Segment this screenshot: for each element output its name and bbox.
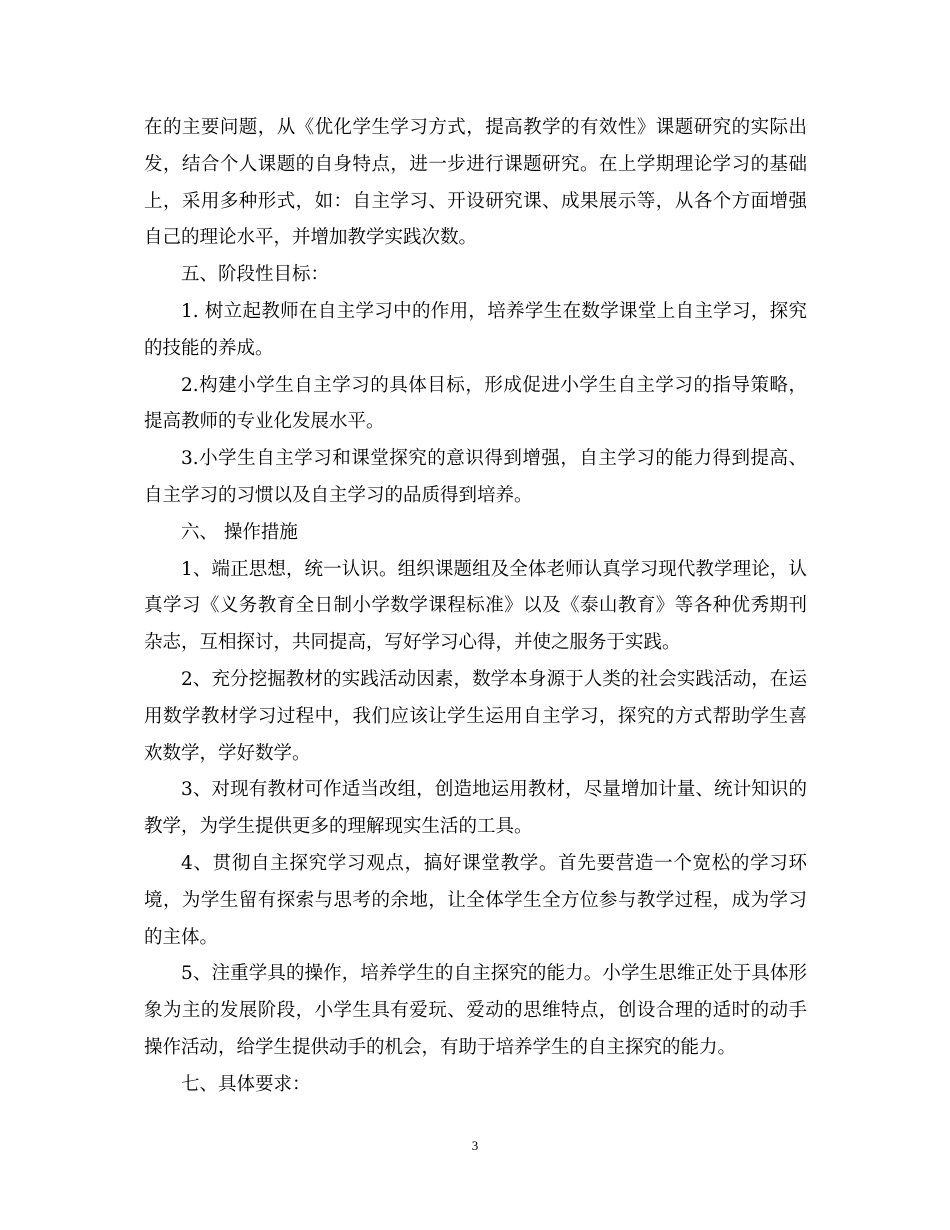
- measure-item-4: 4、贯彻自主探究学习观点，搞好课堂教学。首先要营造一个宽松的学习环境，为学生留有探索与思考的余地，让全体学生全方位参与教学过程，成为学习的主体。: [144, 852, 807, 948]
- measure-item-2: 2、充分挖掘教材的实践活动因素，数学本身源于人类的社会实践活动，在运用数学教材学习过程中，我们应该让学生运用自主学习，探究的方式帮助学生喜欢数学，学好数学。: [144, 668, 807, 764]
- document-body: [144, 110, 807, 1104]
- goal-item-3: 3.小学生自主学习和课堂探究的意识得到增强，自主学习的能力得到提高、自主学习的习惯以及自主学习的品质得到培养。: [144, 448, 807, 506]
- paragraph-1: 在的主要问题，从《优化学生学习方式，提高教学的有效性》课题研究的实际出发，结合个人课题的自身特点，进一步进行课题研究。在上学期理论学习的基础上，采用多种形式，如：自主学习、开设研究课、成果展示等，从各个方面增强自己的理论水平，并增加教学实践次数。: [144, 117, 807, 249]
- heading-operation-measures: 六、 操作措施: [181, 521, 298, 543]
- heading-stage-goals: 五、阶段性目标：: [181, 264, 330, 286]
- measure-item-5: 5、注重学具的操作，培养学生的自主探究的能力。小学生思维正处于具体形象为主的发展阶段，小学生具有爱玩、爱动的思维特点，创设合理的适时的动手操作活动，给学生提供动手的机会，有助于培养学生的自主探究的能力。: [144, 963, 807, 1058]
- heading-specific-requirements: 七、具体要求：: [181, 1073, 311, 1095]
- goal-item-1: 1. 树立起教师在自主学习中的作用，培养学生在数学课堂上自主学习，探究的技能的养成。: [144, 300, 807, 359]
- measure-item-3: 3、对现有教材可作适当改组，创造地运用教材，尽量增加计量、统计知识的教学，为学生提供更多的理解现实生活的工具。: [144, 779, 807, 838]
- measure-item-1: 1、端正思想，统一认识。组织课题组及全体老师认真学习现代教学理论，认真学习《义务教育全日制小学数学课程标准》以及《泰山教育》等各种优秀期刊杂志，互相探讨，共同提高，写好学习心得，并使之服务于实践。: [144, 558, 807, 654]
- page-number: 3: [471, 1138, 479, 1153]
- goal-item-2: 2.构建小学生自主学习的具体目标，形成促进小学生自主学习的指导策略，提高教师的专业化发展水平。: [144, 374, 807, 433]
